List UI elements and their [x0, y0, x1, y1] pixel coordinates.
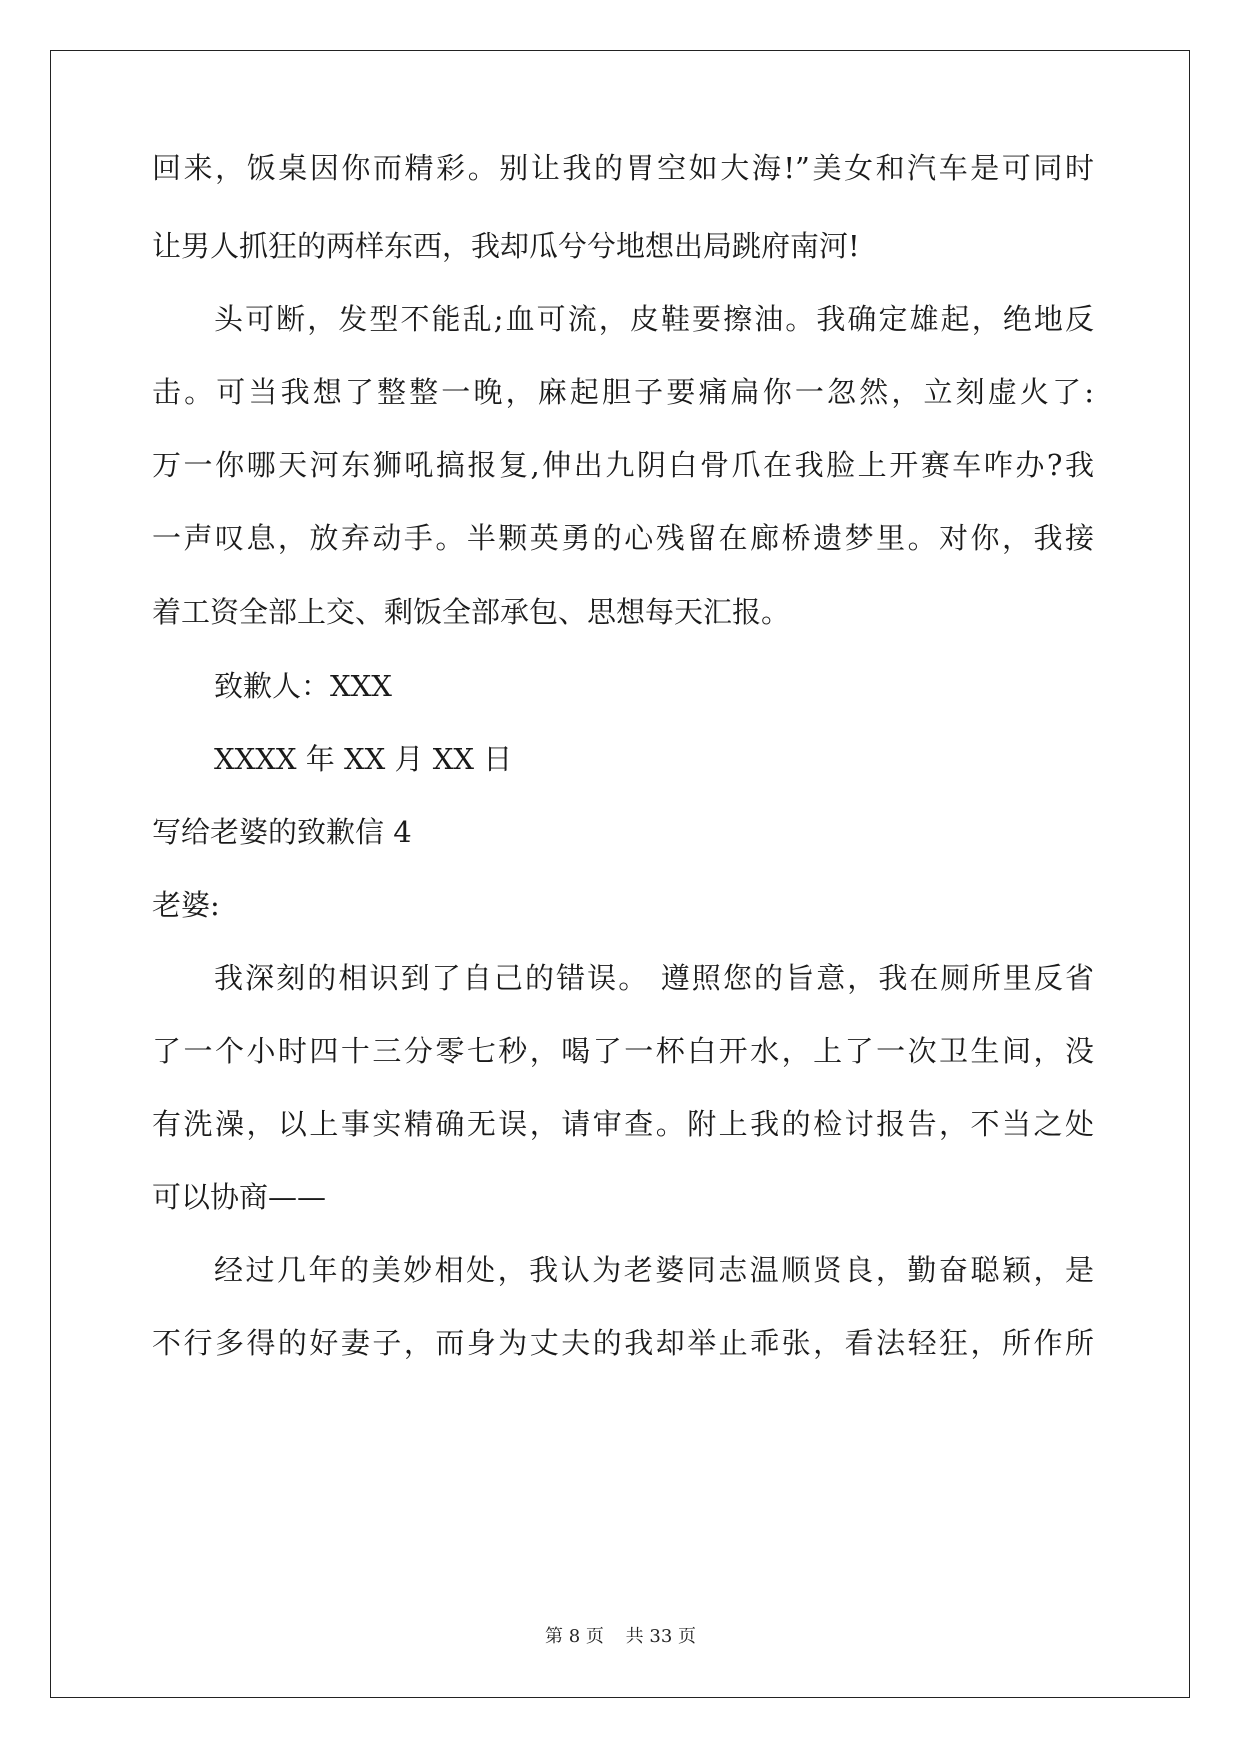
- text-line: 回来，饭桌因你而精彩。别让我的胃空如大海!”美女和汽车是可同时: [152, 151, 1094, 185]
- text-line: 击。可当我想了整整一晚，麻起胆子要痛扁你一忽然，立刻虚火了:: [152, 375, 1094, 409]
- date-line: XXXX 年 XX 月 XX 日: [214, 742, 513, 776]
- text-line: 万一你哪天河东狮吼搞报复,伸出九阴白骨爪在我脸上开赛车咋办?我: [152, 448, 1094, 482]
- text-line: 一声叹息，放弃动手。半颗英勇的心残留在廊桥遗梦里。对你，我接: [152, 521, 1094, 555]
- text-line: 了一个小时四十三分零七秒，喝了一杯白开水，上了一次卫生间，没: [152, 1034, 1094, 1068]
- paragraph-start-line: 经过几年的美妙相处，我认为老婆同志温顺贤良，勤奋聪颖，是: [214, 1253, 1094, 1287]
- paragraph-start-line: 我深刻的相识到了自己的错误。 遵照您的旨意，我在厕所里反省: [214, 961, 1094, 995]
- page-border: [50, 50, 1190, 1698]
- page-number: 第 8 页: [545, 1626, 604, 1647]
- text-line: 有洗澡，以上事实精确无误，请审查。附上我的检讨报告，不当之处: [152, 1107, 1094, 1141]
- text-line: 让男人抓狂的两样东西，我却瓜兮兮地想出局跳府南河!: [152, 229, 860, 263]
- text-line: 不行多得的好妻子，而身为丈夫的我却举止乖张，看法轻狂，所作所: [152, 1326, 1094, 1360]
- page-footer: [0, 1622, 1241, 1648]
- page-total: 共 33 页: [625, 1626, 696, 1647]
- salutation: 老婆:: [152, 888, 220, 922]
- text-line: 可以协商——: [152, 1180, 327, 1214]
- text-line: 着工资全部上交、剩饭全部承包、思想每天汇报。: [152, 595, 791, 629]
- signature-line: 致歉人：XXX: [214, 669, 392, 703]
- section-heading: 写给老婆的致歉信 4: [152, 815, 412, 849]
- paragraph-start-line: 头可断，发型不能乱;血可流，皮鞋要擦油。我确定雄起，绝地反: [214, 302, 1094, 336]
